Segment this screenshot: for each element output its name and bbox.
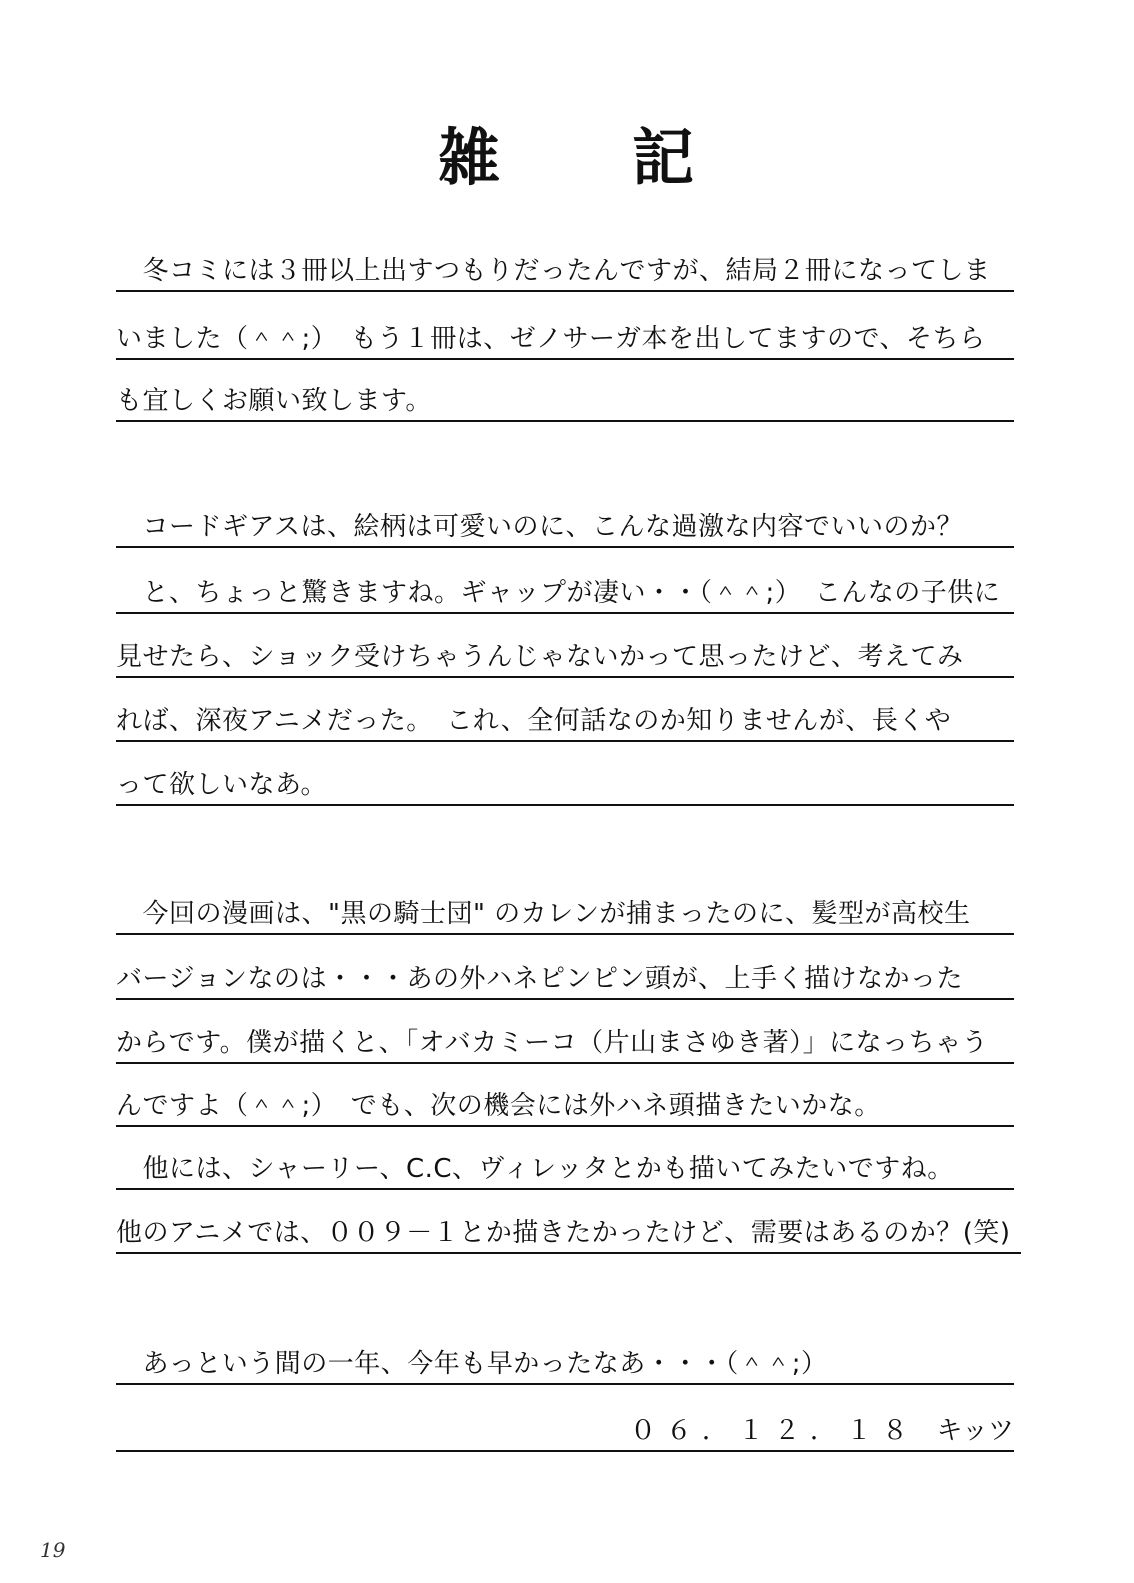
paragraph-3-line-4: んですよ（＾＾;） でも、次の機会には外ハネ頭描きたいかな。 [116, 1087, 1014, 1127]
title-char-1: 雑 [438, 121, 501, 194]
paragraph-3-line-2: バージョンなのは・・・あの外ハネピンピン頭が、上手く描けなかった [116, 960, 1014, 1000]
paragraph-2-line-1: コードギアスは、絵柄は可愛いのに、こんな過激な内容でいいのか？ [116, 508, 1014, 548]
paragraph-3-line-5: 他には、シャーリー、C.C、ヴィレッタとかも描いてみたいですね。 [116, 1150, 1014, 1190]
paragraph-3-line-1: 今回の漫画は、"黒の騎士団" のカレンが捕まったのに、髪型が高校生 [116, 895, 1014, 935]
title-char-2: 記 [632, 121, 695, 194]
page-title [0, 118, 1134, 198]
paragraph-2-line-3: 見せたら、ショック受けちゃうんじゃないかって思ったけど、考えてみ [116, 638, 1014, 678]
paragraph-1-line-1: 冬コミには３冊以上出すつもりだったんですが、結局２冊になってしま [116, 252, 1014, 292]
paragraph-2-line-5: って欲しいなあ。 [116, 766, 1014, 806]
signature-date: ０６．１２．１８ [630, 1416, 919, 1446]
paragraph-1-line-2: いました（＾＾;） もう１冊は、ゼノサーガ本を出してますので、そちら [116, 320, 1014, 360]
paragraph-3-line-6: 他のアニメでは、００９－１とか描きたかったけど、需要はあるのか？(笑) [116, 1214, 1021, 1254]
paragraph-4-line-1: あっという間の一年、今年も早かったなあ・・・（＾＾;） [116, 1345, 1014, 1385]
paragraph-3-line-3: からです。僕が描くと、「オバカミーコ（片山まさゆき著）」になっちゃう [116, 1024, 1014, 1064]
signature-row [116, 1412, 1014, 1452]
paragraph-2-line-2: と、ちょっと驚きますね。ギャップが凄い・・（＾＾;） こんなの子供に [116, 574, 1014, 614]
paragraph-2-line-4: れば、深夜アニメだった。 これ、全何話なのか知りませんが、長くや [116, 702, 1014, 742]
signature-author: キッツ [936, 1416, 1014, 1446]
page-number: 19 [40, 1538, 66, 1562]
paragraph-1-line-3: も宜しくお願い致します。 [116, 382, 1014, 422]
